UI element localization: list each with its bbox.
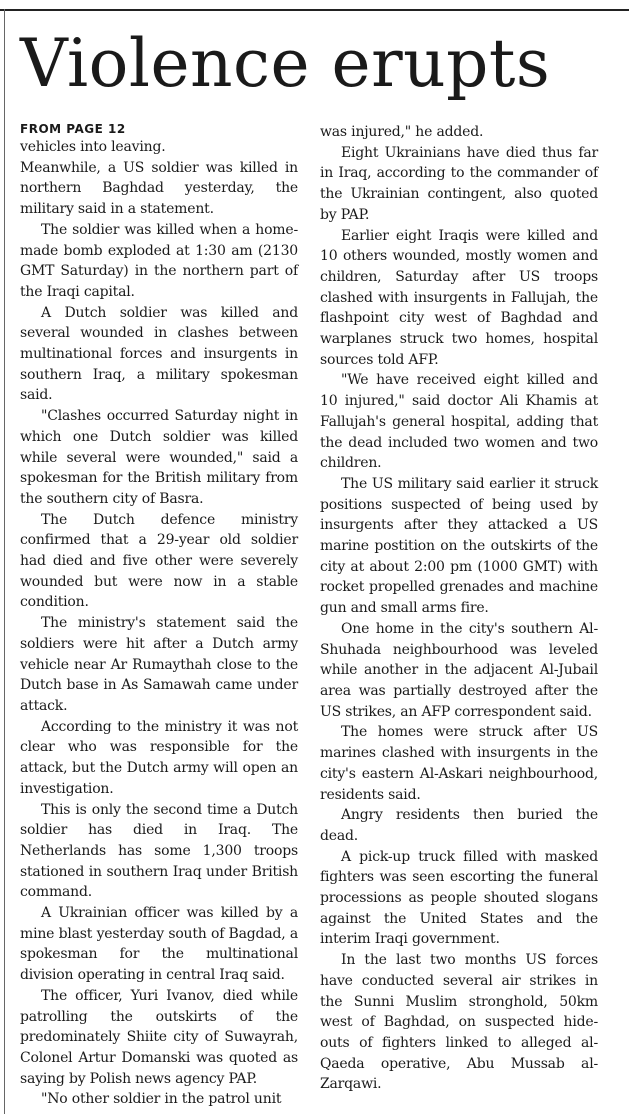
paragraph: The soldier was killed when a home-made bomb exploded at 1:30 am (2130 GMT Saturday) in the northern part of the Iraqi capital. bbox=[20, 221, 298, 300]
clipped-previous-text bbox=[84, 0, 204, 3]
paragraph: A Ukrainian officer was killed by a mine blast yesterday south of Bagdad, a spokesman for the multinational division operating in central Iraq said. bbox=[20, 905, 298, 984]
paragraph: A Dutch soldier was killed and several wounded in clashes between multinational forces and insurgents in southern Iraq, a military spokesman said. bbox=[20, 304, 298, 404]
kicker-from-page: FROM PAGE 12 bbox=[20, 122, 126, 136]
paragraph: Meanwhile, a US soldier was killed in northern Baghdad yesterday, the military said in a statement. bbox=[20, 159, 298, 218]
paragraph: was injured," he added. bbox=[320, 124, 484, 140]
paragraph: Earlier eight Iraqis were killed and 10 others wounded, mostly women and children, Saturday after US troops clashed with insurgents in Fallujah, the flashpoint city west of Baghdad and warplanes struck two homes, hospital sources told AFP. bbox=[320, 227, 598, 368]
paragraph: The officer, Yuri Ivanov, died while patrolling the outskirts of the predominately Shiite city of Suwayrah, Colonel Artur Domanski was quoted as saying by Polish news agency PAP. bbox=[20, 987, 298, 1087]
paragraph: The Dutch defence ministry confirmed that a 29-year old soldier had died and five other were severely wounded but were now in a stable condition. bbox=[20, 511, 298, 611]
headline: Violence erupts bbox=[20, 25, 551, 102]
paragraph: This is only the second time a Dutch soldier has died in Iraq. The Netherlands has some 1,300 troops stationed in southern Iraq under British command. bbox=[20, 801, 298, 901]
paragraph: One home in the city's southern Al-Shuhada neighbourhood was leveled while another in the adjacent Al-Jubail area was partially destroyed after the US strikes, an AFP correspondent said. bbox=[320, 620, 598, 720]
paragraph: The ministry's statement said the soldiers were hit after a Dutch army vehicle near Ar Rumaythah close to the Dutch base in As Samawah came under attack. bbox=[20, 615, 298, 714]
top-rule bbox=[0, 9, 629, 11]
paragraph: "No other soldier in the patrol unit bbox=[41, 1091, 282, 1108]
paragraph: The US military said earlier it struck positions suspected of being used by insurgents after they attacked a US marine postition on the outskirts of the city at about 2:00 pm (1000 GMT) with rocket propelled grenades and machine gun and small arms fire. bbox=[320, 475, 598, 617]
right-column bbox=[320, 122, 598, 1095]
paragraph: "We have received eight killed and 10 injured," said doctor Ali Khamis at Fallujah's general hospital, adding that the dead included two women and two children. bbox=[320, 372, 598, 472]
paragraph: Eight Ukrainians have died thus far in Iraq, according to the commander of the Ukrainian contingent, also quoted by PAP. bbox=[320, 144, 598, 223]
column-rule bbox=[4, 9, 5, 1114]
paragraph: "Clashes occurred Saturday night in which one Dutch soldier was killed while several were wounded," said a spokesman for the British military from the southern city of Basra. bbox=[20, 408, 298, 507]
paragraph: Angry residents then buried the dead. bbox=[320, 807, 598, 844]
paragraph: A pick-up truck filled with masked fighters was seen escorting the funeral processions as people shouted slogans against the United States and the interim Iraqi government. bbox=[320, 848, 598, 948]
paragraph: The homes were struck after US marines clashed with insurgents in the city's eastern Al-Askari neighbourhood, residents said. bbox=[320, 724, 598, 803]
paragraph: In the last two months US forces have conducted several air strikes in the Sunni Muslim stronghold, 50km west of Baghdad, on suspected hide-outs of fighters linked to alleged al-Qaeda operative, Abu Mussab al-Zarqawi. bbox=[320, 952, 598, 1093]
left-column bbox=[20, 122, 298, 1110]
paragraph: vehicles into leaving. bbox=[20, 139, 166, 155]
paragraph: According to the ministry it was not clear who was responsible for the attack, but the Dutch army will open an investigation. bbox=[20, 718, 298, 797]
